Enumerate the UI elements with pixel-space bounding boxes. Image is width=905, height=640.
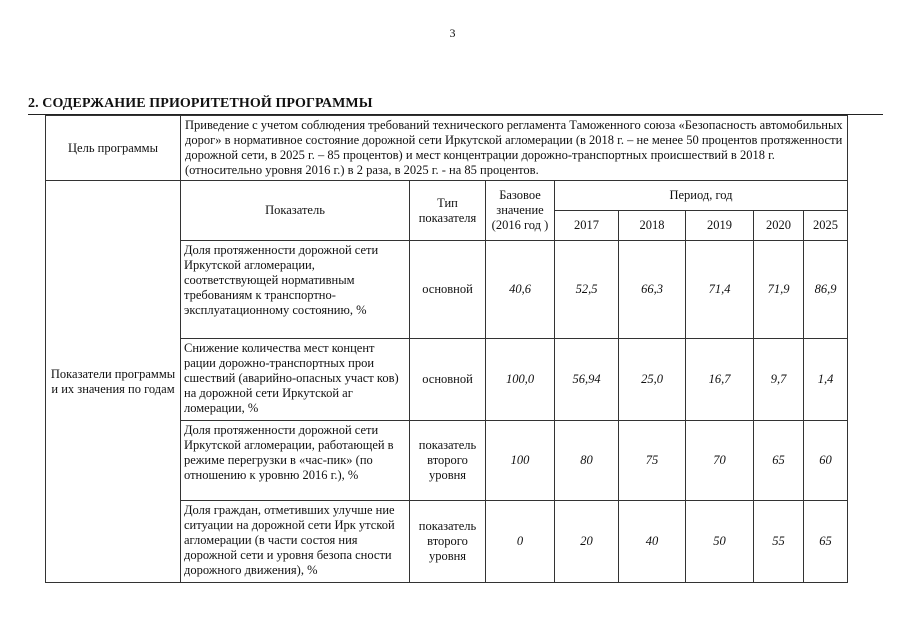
header-row-1 (46, 181, 848, 211)
indicator-name: Доля протяженности дорожной сети Иркутской агломерации, работающей в режиме перегрузки в «час-пик» (по отношению к уровню 2016 г.), % (181, 421, 410, 501)
header-year: 2020 (754, 211, 804, 241)
header-period: Период, год (555, 181, 848, 211)
indicator-value: 40 (619, 501, 686, 583)
indicator-value: 1,4 (804, 339, 848, 421)
indicator-base: 100 (486, 421, 555, 501)
indicator-name: Доля граждан, отметивших улучше ние ситуации на дорожной сети Ирк утской агломерации (в части состоя ния дорожной сети и уровня безопа сности дорожного движения), % (181, 501, 410, 583)
indicators-label: Показатели программы и их значения по годам (46, 181, 181, 583)
indicator-value: 71,4 (686, 241, 754, 339)
indicator-value: 65 (804, 501, 848, 583)
indicator-type: основной (410, 241, 486, 339)
indicator-value: 75 (619, 421, 686, 501)
header-base: Базовое значение (2016 год ) (486, 181, 555, 241)
indicator-type: показатель второго уровня (410, 501, 486, 583)
indicator-value: 86,9 (804, 241, 848, 339)
indicator-value: 71,9 (754, 241, 804, 339)
indicator-value: 65 (754, 421, 804, 501)
indicator-value: 50 (686, 501, 754, 583)
indicator-value: 25,0 (619, 339, 686, 421)
section-title: 2. СОДЕРЖАНИЕ ПРИОРИТЕТНОЙ ПРОГРАММЫ (28, 96, 373, 111)
indicator-base: 100,0 (486, 339, 555, 421)
indicator-base: 0 (486, 501, 555, 583)
indicator-base: 40,6 (486, 241, 555, 339)
header-type: Тип показателя (410, 181, 486, 241)
indicator-value: 55 (754, 501, 804, 583)
indicator-value: 56,94 (555, 339, 619, 421)
header-year: 2018 (619, 211, 686, 241)
goal-text: Приведение с учетом соблюдения требований технического регламента Таможенного союза «Безопасность автомобильных дорог» в нормативное состояние дорожной сети Иркутской агломерации (в 2018 г. – не менее 50 процентов протяженности дорожной сети, в 2025 г. – 85 процентов) и мест концентрации дорожно-транспортных происшествий в 2018 г. (относительно уровня 2016 г.) в 2 раза, в 2025 г. - на 85 процентов. (181, 116, 848, 181)
indicator-type: основной (410, 339, 486, 421)
header-year: 2017 (555, 211, 619, 241)
header-year: 2025 (804, 211, 848, 241)
goal-row (46, 116, 848, 181)
indicator-value: 52,5 (555, 241, 619, 339)
program-table (45, 115, 848, 583)
indicator-value: 60 (804, 421, 848, 501)
goal-label: Цель программы (46, 116, 181, 181)
indicator-type: показатель второго уровня (410, 421, 486, 501)
header-year: 2019 (686, 211, 754, 241)
page-number: 3 (449, 26, 456, 40)
header-indicator: Показатель (181, 181, 410, 241)
indicator-name: Доля протяженности дорожной сети Иркутской агломерации, соответствующей нормативным требованиям к транспортно-эксплуатационному состоянию, % (181, 241, 410, 339)
indicator-value: 70 (686, 421, 754, 501)
indicator-value: 80 (555, 421, 619, 501)
indicator-value: 20 (555, 501, 619, 583)
indicator-value: 9,7 (754, 339, 804, 421)
indicator-value: 16,7 (686, 339, 754, 421)
indicator-value: 66,3 (619, 241, 686, 339)
indicator-name: Снижение количества мест концент рации дорожно-транспортных прои сшествий (аварийно-опасных участ ков) на дорожной сети Иркутской аг ломерации, % (181, 339, 410, 421)
